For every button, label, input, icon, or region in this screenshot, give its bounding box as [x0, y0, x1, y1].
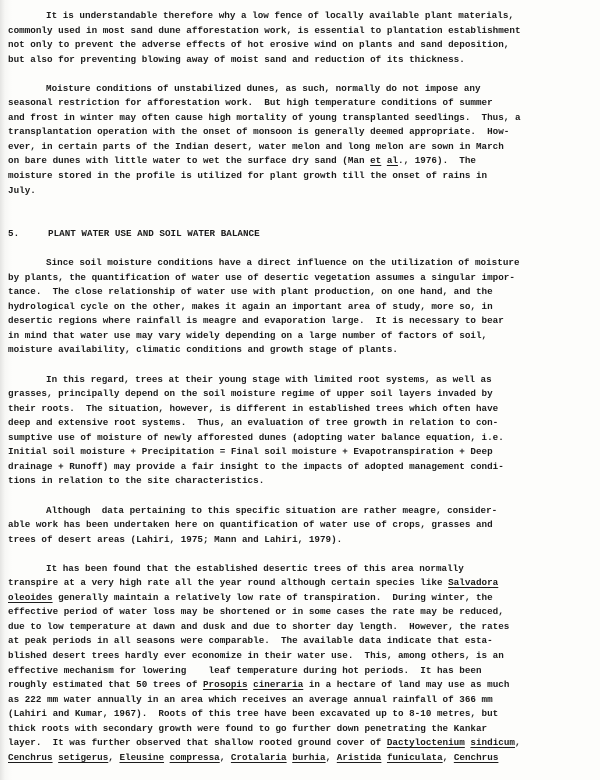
paragraph — [8, 504, 600, 548]
text-line — [8, 678, 600, 693]
text-line: seasonal restriction for afforestation work. But high temperature conditions of summer — [8, 97, 493, 109]
text-segment: generally maintain a relatively low rate of transpiration. During winter, the — [52, 591, 493, 603]
underlined-term: burhia — [292, 751, 326, 763]
text-segment: in a hectare of land may use as much — [303, 679, 510, 691]
paragraph — [8, 82, 600, 198]
underlined-term: Crotalaria — [230, 751, 287, 763]
underlined-term: Dactyloctenium — [386, 737, 465, 749]
text-line: as 222 mm water annually in an area which receives an average annual rainfall of 366 mm — [8, 693, 493, 705]
paragraphs-before — [8, 9, 600, 198]
text-line: It has been found that the established desertic trees of this area normally — [46, 562, 464, 574]
text-line — [8, 736, 600, 751]
text-segment: , — [325, 751, 337, 763]
section-heading — [8, 227, 600, 242]
text-line: transplantation operation with the onset of monsoon is generally deemed appropriate. How- — [8, 126, 510, 138]
section-title: PLANT WATER USE AND SOIL WATER BALANCE — [48, 228, 260, 240]
text-line: drainage + Runoff) may provide a fair insight to the impacts of adopted management condi- — [8, 460, 504, 472]
document-page — [8, 9, 600, 780]
text-line: commonly used in most sand dune afforestation work, is essential to plantation establishment — [8, 24, 521, 36]
text-line: by plants, the quantification of water use of desertic vegetation assumes a singular impor- — [8, 271, 515, 283]
text-line: sumptive use of moisture of newly afforested dunes (adopting water balance equation, i.e. — [8, 431, 504, 443]
paragraph — [8, 373, 600, 489]
text-line: but also for preventing blowing away of moist sand and reduction of its thickness. — [8, 53, 465, 65]
text-line: grasses, principally depend on the soil moisture regime of upper soil layers invaded by — [8, 388, 493, 400]
text-line: Although data pertaining to this specific situation are rather meagre, consider- — [46, 504, 498, 516]
text-segment: on bare dunes with little water to wet the surface dry sand (Man — [8, 155, 371, 167]
text-line: moisture availability, climatic conditions and growth stage of plants. — [8, 344, 398, 356]
text-line: in mind that water use may vary widely depending on a large number of factors of soil, — [8, 329, 488, 341]
text-line: deep and extensive root systems. Thus, an evaluation of tree growth in relation to con- — [8, 417, 499, 429]
paragraph — [8, 9, 600, 67]
text-line: desertic regions where rainfall is meagre and evaporation large. It is necessary to bear — [8, 315, 504, 327]
text-line: Initial soil moisture + Precipitation = Final soil moisture + Evapotranspiration + Deep — [8, 446, 493, 458]
text-line: able work has been undertaken here on quantification of water use of crops, grasses and — [8, 519, 493, 531]
text-line — [8, 751, 600, 766]
text-line: and frost in winter may often cause high mortality of young transplanted seedlings. Thus, a — [8, 111, 521, 123]
underlined-term: sindicum — [470, 737, 515, 749]
text-line: effective mechanism for lowering leaf temperature during hot periods. It has been — [8, 664, 482, 676]
paragraphs-after — [8, 256, 600, 765]
section-number: 5. — [8, 228, 20, 240]
text-line: Since soil moisture conditions have a direct influence on the utilization of moisture — [46, 257, 520, 269]
text-line: at peak periods in all seasons were comparable. The available data indicate that esta- — [8, 635, 493, 647]
text-line: blished desert trees hardly ever economize in their water use. This, among others, is an — [8, 649, 504, 661]
text-line: hydrological cycle on the other, makes it again an important area of study, more so, in — [8, 300, 493, 312]
text-line: tions in relation to the site characteristics. — [8, 475, 265, 487]
underlined-term: Prosopis — [202, 679, 248, 691]
text-line: (Lahiri and Kumar, 1967). Roots of this tree have been excavated up to 8-10 metres, but — [8, 708, 499, 720]
underlined-term: al — [386, 155, 398, 167]
underlined-term: Eleusine — [119, 751, 165, 763]
paragraph — [8, 256, 600, 358]
underlined-term: Cenchrus — [453, 751, 499, 763]
text-line: In this regard, trees at their young stage with limited root systems, as well as — [46, 373, 492, 385]
text-line — [8, 154, 600, 169]
underlined-term: Cenchrus — [8, 751, 53, 763]
text-line: effective period of water loss may be shortened or in some cases the rate may be reduced, — [8, 606, 504, 618]
text-segment: , — [442, 751, 454, 763]
text-line: Moisture conditions of unstabilized dunes, as such, normally do not impose any — [46, 82, 481, 94]
text-segment: ., 1976). The — [398, 155, 476, 167]
text-line — [8, 576, 600, 591]
text-segment: transpire at a very high rate all the year round although certain species like — [8, 577, 449, 589]
underlined-term: Salvadora — [448, 577, 499, 589]
underlined-term: oleoides — [8, 591, 53, 603]
text-line: their roots. The situation, however, is different in established trees which often have — [8, 402, 499, 414]
text-segment: , — [108, 751, 120, 763]
text-line: not only to prevent the adverse effects of hot erosive wind on plants and sand deposition, — [8, 39, 510, 51]
text-segment: layer. It was further observed that shallow rooted ground cover of — [8, 737, 387, 749]
underlined-term: et — [370, 155, 382, 167]
text-line: tance. The close relationship of water use with plant production, on one hand, and the — [8, 286, 493, 298]
text-line: ever, in certain parts of the Indian desert, water melon and long melon are sown in March — [8, 140, 504, 152]
text-segment: roughly estimated that 50 trees of — [8, 679, 203, 691]
text-line: July. — [8, 184, 36, 196]
underlined-term: Aristida — [336, 751, 382, 763]
text-line: thick roots with secondary growth were found to go further down penetrating the Kankar — [8, 722, 488, 734]
text-line: It is understandable therefore why a low fence of locally available plant materials, — [46, 10, 514, 21]
underlined-term: setigerus — [58, 751, 109, 763]
underlined-term: compressa — [169, 751, 220, 763]
text-line: trees of desert areas (Lahiri, 1975; Mann and Lahiri, 1979). — [8, 533, 343, 545]
text-line: moisture stored in the profile is utilized for plant growth till the onset of rains in — [8, 170, 488, 182]
underlined-term: funiculata — [386, 751, 443, 763]
text-segment: , — [514, 737, 521, 749]
text-segment: , — [219, 751, 231, 763]
text-line — [8, 591, 600, 606]
paragraph — [8, 562, 600, 766]
text-line: due to low temperature at dawn and dusk and due to shorter day length. However, the rates — [8, 620, 510, 632]
underlined-term: cineraria — [253, 679, 304, 691]
